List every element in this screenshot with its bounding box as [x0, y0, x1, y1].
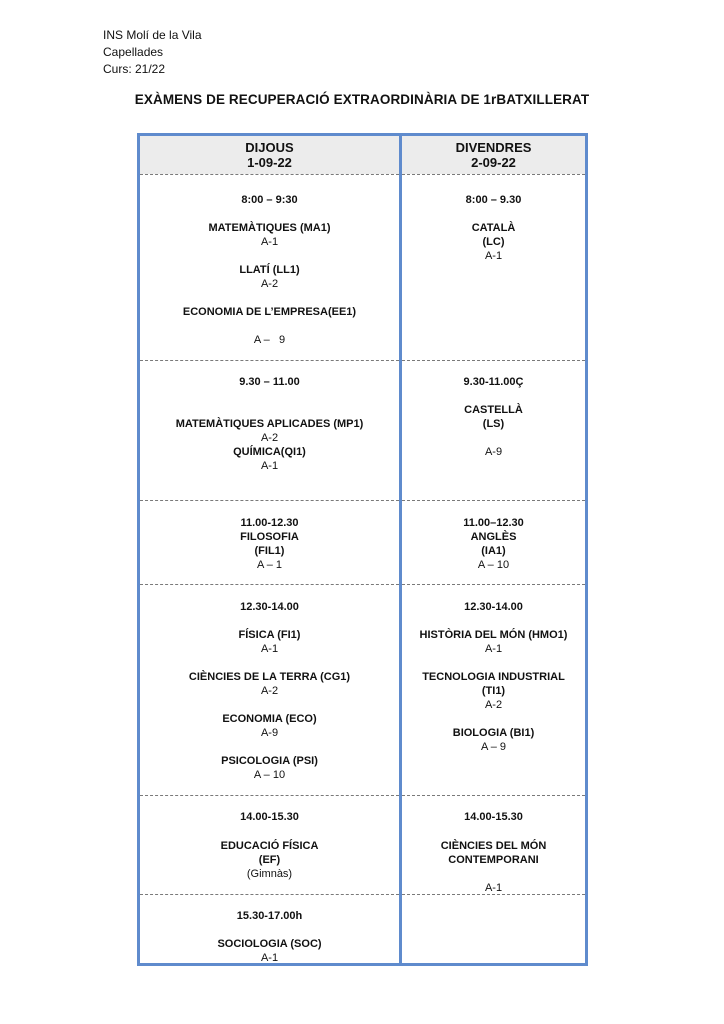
- column-thursday: [140, 136, 402, 963]
- exam-code: (LC): [482, 236, 505, 248]
- time-slot: [140, 516, 399, 572]
- exam-subject: HISTÒRIA DEL MÓN (HMO1): [419, 629, 568, 641]
- exam-subject: TECNOLOGIA INDUSTRIAL: [422, 671, 565, 683]
- time-slot: [140, 375, 399, 389]
- exam-room: A-1: [260, 643, 279, 655]
- exam-subject: FÍSICA (FI1): [238, 629, 301, 641]
- exam-room: A – 10: [477, 559, 510, 571]
- exam-room: A – 9: [480, 741, 507, 753]
- exam-subject: ECONOMIA DE L’EMPRESA(EE1): [182, 306, 357, 318]
- row-separator: [402, 894, 585, 895]
- time-slot: [402, 193, 585, 207]
- slot-time: 8:00 – 9.30: [465, 194, 522, 206]
- exam-code: (FIL1): [254, 545, 285, 557]
- time-slot: [140, 909, 399, 923]
- column-header-friday: [402, 136, 585, 174]
- time-slot: [140, 600, 399, 614]
- exam-code: CONTEMPORANI: [448, 854, 539, 866]
- exam-subject: CATALÀ: [471, 222, 516, 234]
- exam-room: A – 9: [253, 334, 286, 346]
- exam-entry: [140, 754, 399, 782]
- exam-subject: FILOSOFIA: [240, 531, 299, 543]
- exam-room: A-1: [260, 236, 279, 248]
- slot-time: 14.00-15.30: [464, 811, 523, 823]
- slot-time: 9.30-11.00Ç: [463, 376, 524, 388]
- row-separator: [402, 174, 585, 175]
- exam-entry: [140, 221, 399, 249]
- exam-code: (IA1): [481, 545, 506, 557]
- date-label: 2-09-22: [471, 155, 516, 170]
- exam-entry: [140, 839, 399, 881]
- exam-entry: [402, 403, 585, 431]
- time-slot: [402, 810, 585, 824]
- document-header: [103, 27, 202, 78]
- slot-time: 14.00-15.30: [240, 811, 299, 823]
- row-separator: [402, 500, 585, 501]
- town-name: Capellades: [103, 45, 164, 59]
- exam-entry: [140, 712, 399, 740]
- exam-subject: CIÈNCIES DEL MÓN: [440, 840, 547, 852]
- row-separator: [402, 360, 585, 361]
- exam-subject: EDUCACIÓ FÍSICA: [220, 840, 319, 852]
- time-slot: [402, 516, 585, 572]
- exam-entry: [140, 305, 399, 319]
- exam-entry: [140, 670, 399, 698]
- exam-subject: LLATÍ (LL1): [239, 264, 300, 276]
- exam-subject: MATEMÀTIQUES (MA1): [208, 222, 331, 234]
- slot-time: 8:00 – 9:30: [241, 194, 298, 206]
- exam-subject: ECONOMIA (ECO): [222, 713, 317, 725]
- school-name: INS Molí de la Vila: [103, 28, 202, 42]
- exam-code: (TI1): [481, 685, 506, 697]
- exam-code: (EF): [258, 854, 281, 866]
- exam-room: A-2: [260, 432, 279, 444]
- slot-time: 9.30 – 11.00: [239, 376, 300, 388]
- exam-entry: [140, 628, 399, 656]
- time-slot: [402, 600, 585, 614]
- slot-time: 11.00-12.30: [240, 517, 299, 529]
- row-separator: [402, 584, 585, 585]
- exam-entry: [402, 670, 585, 712]
- exam-entry: [402, 726, 585, 754]
- exam-subject: QUÍMICA(QI1): [233, 446, 306, 458]
- slot-time: 15.30-17.00h: [236, 910, 303, 922]
- exam-entry: [402, 221, 585, 263]
- exam-code: (LS): [482, 418, 505, 430]
- exam-room: A – 1: [256, 559, 283, 571]
- exam-room: A-9: [260, 727, 279, 739]
- row-separator: [140, 894, 399, 895]
- slot-time: 11.00–12.30: [463, 517, 524, 529]
- exam-room: A-1: [484, 882, 503, 894]
- column-header-thursday: [140, 136, 399, 174]
- row-separator: [402, 795, 585, 796]
- exam-entry: [402, 628, 585, 656]
- exam-room: (Gimnàs): [246, 868, 293, 880]
- course-year: Curs: 21/22: [103, 62, 166, 76]
- exam-room: A-1: [260, 460, 279, 472]
- row-separator: [140, 174, 399, 175]
- exam-subject: SOCIOLOGIA (SOC): [217, 938, 322, 950]
- row-separator: [140, 360, 399, 361]
- row-separator: [140, 795, 399, 796]
- time-slot: [140, 810, 399, 824]
- time-slot: [402, 375, 585, 389]
- exam-entry: [140, 263, 399, 291]
- exam-subject: BIOLOGIA (BI1): [452, 727, 535, 739]
- exam-subject: ANGLÈS: [470, 531, 517, 543]
- exam-room: A – 10: [253, 769, 286, 781]
- exam-entry: [402, 839, 585, 867]
- slot-time: 12.30-14.00: [240, 601, 299, 613]
- exam-room: A-2: [484, 699, 503, 711]
- exam-subject: MATEMÀTIQUES APLICADES (MP1): [175, 418, 364, 430]
- exam-room: A-2: [260, 278, 279, 290]
- exam-subject: PSICOLOGIA (PSI): [221, 755, 318, 767]
- exam-room: A-1: [260, 952, 279, 964]
- exam-schedule-table: [137, 133, 588, 966]
- document-title: EXÀMENS DE RECUPERACIÓ EXTRAORDINÀRIA DE 1rBATXILLERAT: [134, 92, 590, 107]
- row-separator: [140, 584, 399, 585]
- exam-entry: [140, 417, 399, 445]
- exam-room: A-9: [484, 446, 503, 458]
- exam-room: A-1: [484, 643, 503, 655]
- day-label: DIJOUS: [245, 140, 294, 155]
- exam-room: A-2: [260, 685, 279, 697]
- column-friday: [402, 136, 585, 963]
- exam-subject: CIÈNCIES DE LA TERRA (CG1): [188, 671, 351, 683]
- exam-entry: [140, 445, 399, 473]
- day-label: DIVENDRES: [455, 140, 532, 155]
- exam-room: A-1: [484, 250, 503, 262]
- date-label: 1-09-22: [247, 155, 292, 170]
- time-slot: [140, 193, 399, 207]
- exam-subject: CASTELLÀ: [464, 404, 523, 416]
- row-separator: [140, 500, 399, 501]
- exam-entry: [140, 937, 399, 965]
- slot-time: 12.30-14.00: [464, 601, 523, 613]
